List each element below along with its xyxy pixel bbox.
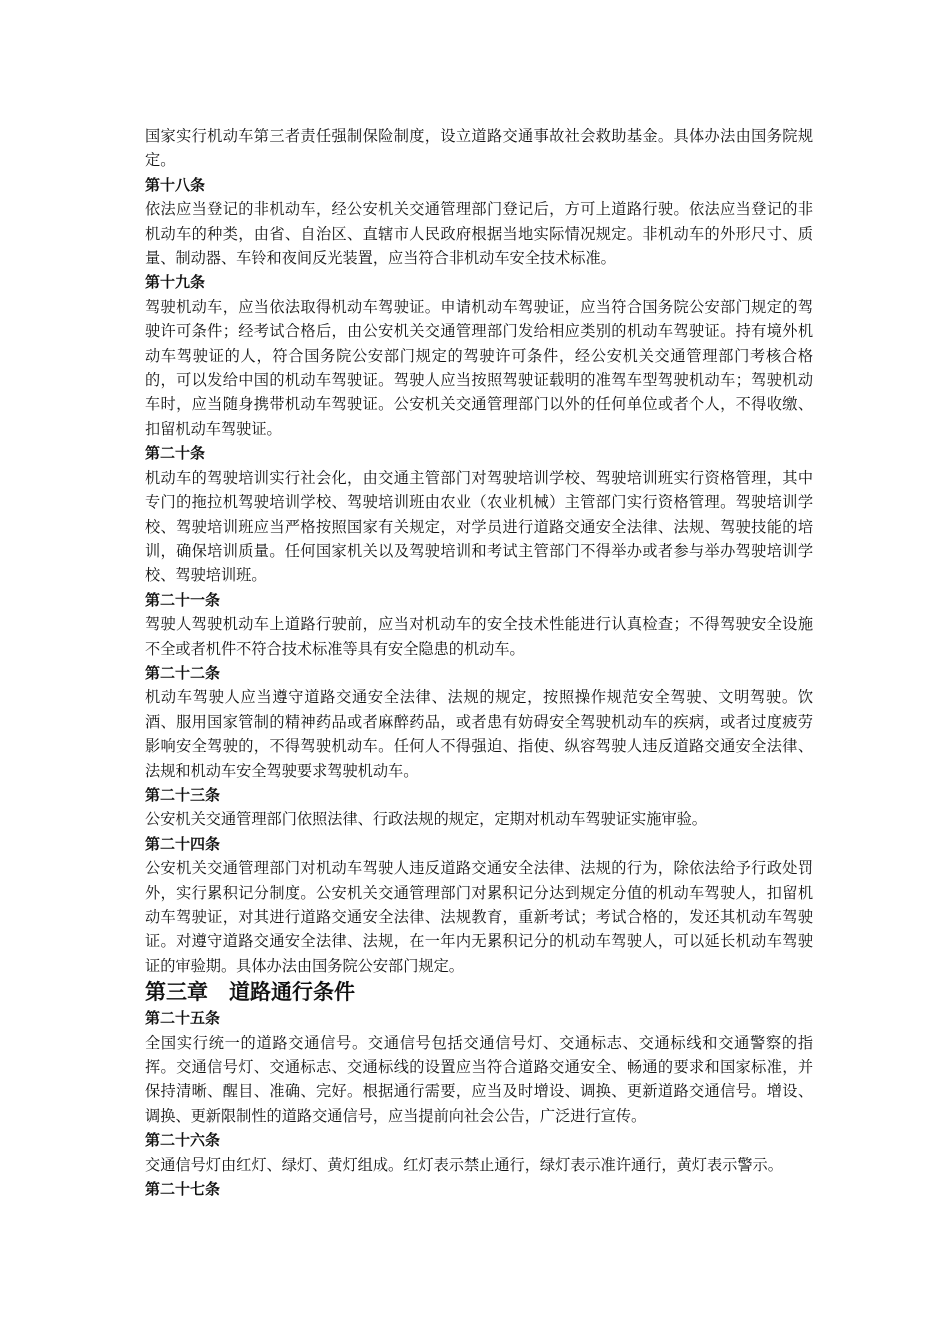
- article-heading-18: 第十八条: [145, 175, 206, 194]
- paragraph-article-20: 机动车的驾驶培训实行社会化，由交通主管部门对驾驶培训学校、驾驶培训班实行资格管理，其中专门的拖拉机驾驶培训学校、驾驶培训班由农业（农业机械）主管部门实行资格管理。驾驶培训学校、驾驶培训班应当严格按照国家有关规定，对学员进行道路交通安全法律、法规、驾驶技能的培训，确保培训质量。任何国家机关以及驾驶培训和考试主管部门不得举办或者参与举办驾驶培训学校、驾驶培训班。: [145, 468, 813, 585]
- article-heading-21: 第二十一条: [145, 590, 221, 609]
- paragraph-article-17: 国家实行机动车第三者责任强制保险制度，设立道路交通事故社会救助基金。具体办法由国务院规定。: [145, 127, 813, 170]
- chapter-title: 第三章 道路通行条件: [145, 980, 355, 1005]
- article-heading-23: 第二十三条: [145, 785, 221, 804]
- article-heading-25: 第二十五条: [145, 1009, 221, 1028]
- paragraph-article-24: 公安机关交通管理部门对机动车驾驶人违反道路交通安全法律、法规的行为，除依法给予行政处罚外，实行累积记分制度。公安机关交通管理部门对累积记分达到规定分值的机动车驾驶人，扣留机动车驾驶证，对其进行道路交通安全法律、法规教育，重新考试；考试合格的，发还其机动车驾驶证。对遵守道路交通安全法律、法规，在一年内无累积记分的机动车驾驶人，可以延长机动车驾驶证的审验期。具体办法由国务院公安部门规定。: [145, 859, 813, 975]
- paragraph-article-19: 驾驶机动车，应当依法取得机动车驾驶证。申请机动车驾驶证，应当符合国务院公安部门规定的驾驶许可条件；经考试合格后，由公安机关交通管理部门发给相应类别的机动车驾驶证。持有境外机动车驾驶证的人，符合国务院公安部门规定的驾驶许可条件，经公安机关交通管理部门考核合格的，可以发给中国的机动车驾驶证。驾驶人应当按照驾驶证载明的准驾车型驾驶机动车；驾驶机动车时，应当随身携带机动车驾驶证。公安机关交通管理部门以外的任何单位或者个人，不得收缴、扣留机动车驾驶证。: [145, 297, 813, 438]
- article-heading-20: 第二十条: [145, 444, 206, 463]
- paragraph-article-25: 全国实行统一的道路交通信号。交通信号包括交通信号灯、交通标志、交通标线和交通警察的指挥。交通信号灯、交通标志、交通标线的设置应当符合道路交通安全、畅通的要求和国家标准，并保持清晰、醒目、准确、完好。根据通行需要，应当及时增设、调换、更新道路交通信号。增设、调换、更新限制性的道路交通信号，应当提前向社会公告，广泛进行宣传。: [145, 1033, 813, 1125]
- document-page: [145, 124, 813, 1201]
- paragraph-article-23: 公安机关交通管理部门依照法律、行政法规的规定，定期对机动车驾驶证实施审验。: [145, 810, 707, 829]
- article-heading-24: 第二十四条: [145, 834, 221, 853]
- article-heading-26: 第二十六条: [145, 1131, 221, 1150]
- paragraph-article-21: 驾驶人驾驶机动车上道路行驶前，应当对机动车的安全技术性能进行认真检查；不得驾驶安全设施不全或者机件不符合技术标准等具有安全隐患的机动车。: [145, 615, 813, 658]
- article-heading-27: 第二十七条: [145, 1180, 221, 1199]
- paragraph-article-18: 依法应当登记的非机动车，经公安机关交通管理部门登记后，方可上道路行驶。依法应当登记的非机动车的种类，由省、自治区、直辖市人民政府根据当地实际情况规定。非机动车的外形尺寸、质量、制动器、车铃和夜间反光装置，应当符合非机动车安全技术标准。: [145, 200, 813, 268]
- paragraph-article-22: 机动车驾驶人应当遵守道路交通安全法律、法规的规定，按照操作规范安全驾驶、文明驾驶。饮酒、服用国家管制的精神药品或者麻醉药品，或者患有妨碍安全驾驶机动车的疾病，或者过度疲劳影响安全驾驶的，不得驾驶机动车。任何人不得强迫、指使、纵容驾驶人违反道路交通安全法律、法规和机动车安全驾驶要求驾驶机动车。: [145, 688, 813, 780]
- article-heading-22: 第二十二条: [145, 663, 221, 682]
- article-heading-19: 第十九条: [145, 273, 206, 292]
- paragraph-article-26: 交通信号灯由红灯、绿灯、黄灯组成。红灯表示禁止通行，绿灯表示准许通行，黄灯表示警示。: [145, 1155, 783, 1174]
